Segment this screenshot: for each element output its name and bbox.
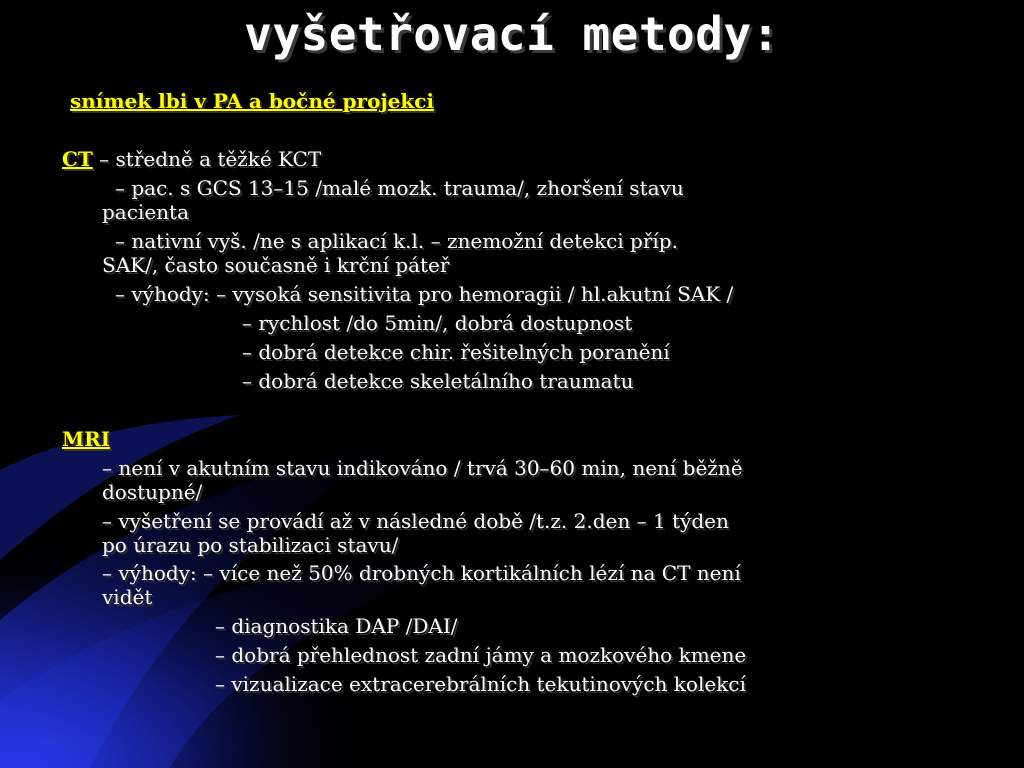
mri-bullet-2: – vyšetření se provádí až v následné době /t.z. 2.den – 1 týden <box>102 509 729 533</box>
ct-advantage-3: – dobrá detekce chir. řešitelných poranění <box>242 340 670 364</box>
mri-bullet-1: – není v akutním stavu indikováno / trvá 30–60 min, není běžně <box>102 456 743 480</box>
mri-advantages: – výhody: – více než 50% drobných kortikálních lézí na CT není <box>102 561 741 585</box>
slide-title: vyšetřovací metody: <box>244 7 780 61</box>
ct-heading-line <box>62 148 321 171</box>
ct-bullet-1: – pac. s GCS 13–15 /malé mozk. trauma/, zhoršení stavu <box>115 176 684 200</box>
mri-advantage-4: – vizualizace extracerebrálních tekutinových kolekcí <box>215 672 746 696</box>
ct-bullet-1-cont: pacienta <box>102 200 190 224</box>
ct-bullet-2: – nativní vyš. /ne s aplikací k.l. – znemožní detekci příp. <box>115 229 678 253</box>
mri-advantage-2: – diagnostika DAP /DAI/ <box>215 614 458 638</box>
mri-advantage-3: – dobrá přehlednost zadní jámy a mozkového kmene <box>215 643 747 667</box>
ct-advantages: – výhody: – vysoká sensitivita pro hemoragii / hl.akutní SAK / <box>115 282 734 306</box>
mri-bullet-2-cont: po úrazu po stabilizaci stavu/ <box>102 533 399 557</box>
ct-label: CT <box>62 147 93 171</box>
ct-heading-text: – středně a těžké KCT <box>92 147 322 171</box>
ct-advantage-4: – dobrá detekce skeletálního traumatu <box>242 369 634 393</box>
ct-bullet-2-cont: SAK/, často současně i krční páteř <box>102 253 450 277</box>
mri-bullet-1-cont: dostupné/ <box>102 480 203 504</box>
ct-advantage-2: – rychlost /do 5min/, dobrá dostupnost <box>242 311 633 335</box>
xray-line: snímek lbi v PA a bočné projekci <box>70 89 435 113</box>
mri-advantages-cont: vidět <box>102 585 153 609</box>
mri-label: MRI <box>62 427 111 451</box>
